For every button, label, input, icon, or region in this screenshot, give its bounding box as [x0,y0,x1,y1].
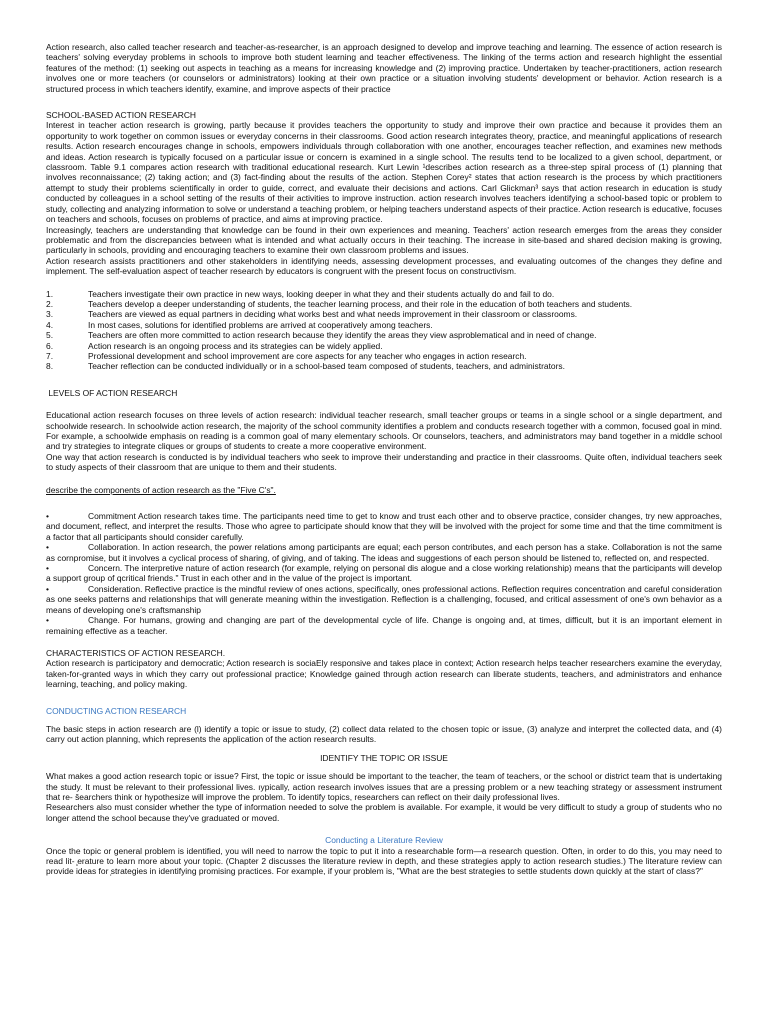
bullet-icon: • [46,563,49,574]
list-text: Teachers are often more committed to action research because they identify the areas they view asproblematical and in need of change. [88,330,597,341]
list-text: Professional development and school improvement are core aspects for any teacher who engages in action research. [88,350,527,361]
conducting-heading: CONDUCTING ACTION RESEARCH [46,705,187,716]
list-number: 5. [46,330,54,341]
identify-heading: IDENTIFY THE TOPIC OR ISSUE [320,752,448,763]
five-cs-text: Concern. The interpretive nature of action research (for example, relying on personal dis alogue and a close working relationship) means that the participants will develop a support group of qcritical friends." Trust in each other and in the value of the project is important. [46,563,722,584]
literature-paragraph: Once the topic or general problem is identified, you will need to narrow the topic to put it into a researchable form—a research question. Often, in order to do this, you may need to read lit- ̧erature to learn more about your topic. (Chapter 2 discusses the literature review in depth, and these strategies apply to action research studies.) The literature review can provide ideas for ̦strategies in identifying promising practices. For example, if your problem is, "What are the best strategies to settle students down quickly at the start of class?" [46,845,722,877]
characteristics-heading: CHARACTERISTICS OF ACTION RESEARCH. [46,647,226,658]
list-number: 8. [46,361,54,372]
list-number: 1. [46,288,54,299]
bullet-icon: • [46,583,49,594]
list-item [46,289,722,299]
list-number: 7. [46,350,54,361]
five-cs-item-concern [46,563,722,584]
five-cs-item-collaboration [46,542,722,563]
levels-paragraph-1: Educational action research focuses on three levels of action research: individual teacher research, small teacher groups or teams in a single school or a single department, and schoolwide research. In schoolwide action research, the majority of the school community identifies a problem and conducts research together with a common, focused goal in mind. For example, a schoolwide emphasis on reading is a common goal of many elementary schools. Or counselors, teachers, and administrators may band together in a middle school and try strategies to integrate cliques or groups of students to create a more cooperative environment. [46,410,722,452]
list-text: Teacher reflection can be conducted individually or in a school-based team composed of students, teachers, and administrators. [88,361,565,372]
five-cs-heading: describe the components of action research as the "Five C's". [46,484,276,495]
five-cs-item-commitment [46,511,722,542]
list-item [46,309,722,319]
five-cs-text: Consideration. Reflective practice is the mindful review of ones actions, specifically, ones professional actions. Reflection requires concentration and careful consideration as one seeks patterns and relationships that will generate meaning within the investigation. Reflection is a challenging, focused, and critical assessment of one's own behavior as a means of developing one's craftsmanship [46,583,722,615]
list-item [46,320,722,330]
benefits-list [46,289,722,372]
five-cs-text: Change. For humans, growing and changing are part of the developmental cycle of life. Change is ongoing and, at times, difficult, but it is an important element in remaining effective as a teacher. [46,615,722,636]
identify-paragraph-1: What makes a good action research topic or issue? First, the topic or issue should be important to the teacher, the team of teachers, or the school or district team that is undertaking the study. It must be relevant to their professional lives. ıypically, action research involves issues that are a pressing problem or a new teaching strategy or assessment instrument that re- šearchers think or hypothesize will improve the problem. To identify topics, researchers can reflect on their daily professional lives. [46,771,722,802]
conducting-paragraph: The basic steps in action research are (l) identify a topic or issue to study, (2) collect data related to the chosen topic or issue, (3) analyze and interpret the collected data, and (4) carry out action planning, which represents the application of the action research results. [46,723,722,745]
list-text: Teachers investigate their own practice in new ways, looking deeper in what they and their students actually do and fail to do. [88,288,555,299]
literature-heading: Conducting a Literature Review [325,835,443,846]
list-item [46,299,722,309]
identify-paragraph-2: Researchers also must consider whether the type of information needed to solve the problem is available. For example, it would be very difficult to study a group of students who no longer attend the school because they've graduated or moved. [46,802,722,823]
list-text: Teachers develop a deeper understanding of students, the teacher learning process, and their role in the education of both teachers and students. [88,298,633,309]
list-text: Teachers are viewed as equal partners in deciding what works best and what needs improvement in their classroom or classrooms. [88,309,578,320]
list-number: 2. [46,298,54,309]
levels-heading: LEVELS OF ACTION RESEARCH [46,387,178,398]
five-cs-text: Collaboration. In action research, the power relations among participants are equal; each person contributes, and each person has a stake. Collaboration is not the same as cornpromise, but it involves a cyclical process of sharing, of giving, and of taking. The ideas and suggestions of each person should be listened to, reflected on, and respected. [46,542,722,563]
school-based-paragraph-3: Action research assists practitioners and other stakeholders in identifying needs, assessing development processes, and evaluating outcomes of the changes they define and implement. The self-evaluation aspect of teacher research by educators is congruent with the present focus on constructivism. [46,255,722,277]
list-item [46,351,722,361]
list-text: In most cases, solutions for identified problems are arrived at cooperatively among teachers. [88,319,433,330]
list-text: Action research is an ongoing process and its strategies can be widely applied. [88,340,383,351]
five-cs-text: Commitment Action research takes time. The participants need time to get to know and trust each other and to observe practice, consider changes, try new approaches, and document, reflect, and interpret the results. Those who agree to participate should know that they will be involved with the project for some time and that the time commitment is a factor that all participants should consider carefully. [46,511,722,542]
school-based-heading: SCHOOL-BASED ACTION RESEARCH [46,110,197,121]
intro-paragraph: Action research, also called teacher research and teacher-as-researcher, is an approach designed to develop and improve teaching and learning. The essence of action research is teachers' solving everyday problems in schools to improve both student learning and teacher effectiveness. The linking of the terms action and research highlight the essential features of the method: (1) seeking out aspects in teaching as a means for increasing knowledge and (2) improving practice. Undertaken by teacher-practitioners, action research involves one or more teachers (or counselors or administrators) looking at their own practice or a situation involving students' development or behavior. Action research is a structured process in which teachers identify, examine, and improve aspects of their practice [46,42,722,94]
levels-paragraph-2: One way that action research is conducted is by individual teachers who seek to improve their understanding and practice in their classrooms. Quite often, individual teachers seek to study aspects of their classroom that are unique to them and their students. [46,451,722,473]
five-cs-item-consideration [46,584,722,615]
characteristics-paragraph: Action research is participatory and democratic; Action research is sociaEly responsive and takes place in context; Action research helps teacher researchers examine the everyday, taken-for-granted ways in which they carry out professional practice; Knowledge gained through action research can liberate students, teachers, and administrators and enhance learning, teaching, and policy making. [46,658,722,690]
list-item [46,341,722,351]
list-number: 3. [46,309,54,320]
list-item [46,361,722,371]
list-number: 6. [46,340,54,351]
five-cs-item-change [46,615,722,636]
school-based-paragraph-2: Increasingly, teachers are understanding that knowledge can be found in their own experiences and meaning. Teachers' action research emerges from the areas they consider problematic and from the discrepancies between what is intended and what actually occurs in their teaching. The increase in site-based and shared decision making is growing, particularly in schools, providing and encouraging teachers to examine their own classroom problems and issues. [46,224,722,256]
list-item [46,330,722,340]
bullet-icon: • [46,511,49,522]
school-based-paragraph-1: Interest in teacher action research is growing, partly because it provides teachers the opportunity to study and improve their own practice and because it provides them an opportunity to work together on common issues or everyday concerns in their classrooms. Good action research integrates theory, practice, and meaningful applications of research results. Action research encourages change in schools, empowers individuals through collaboration with one another, encourages teacher reflection, and examines new methods and ideas. Action research is typically focused on a particular issue or concern is examined in a single school. The results tend to be localized to a given school, department, or classroom. Table 9.1 compares action research with traditional educational research. Kurt Lewin ¹describes action research as a three-step spiral process of (1) planning that involves reconnaissance; (2) taking action; and (3) fact-finding about the results of the action. Stephen Corey² states that action research is the process by which practitioners attempt to study their problems scientifically in order to guide, correct, and evaluate their decisions and actions. Carl Glickman³ says that action research in education is study conducted by colleagues in a school setting of the results of their activities to improve instruction. action research involves teachers identifying a school-based topic or problem to study, collecting and analyzing information to solve or understand a teaching problem, or helping teachers understand aspects of their practice. Action research is educative, focuses on teachers and schools, focuses on problems of practice, and aims at improving practice. [46,120,722,225]
list-number: 4. [46,319,54,330]
bullet-icon: • [46,615,49,626]
bullet-icon: • [46,542,49,553]
